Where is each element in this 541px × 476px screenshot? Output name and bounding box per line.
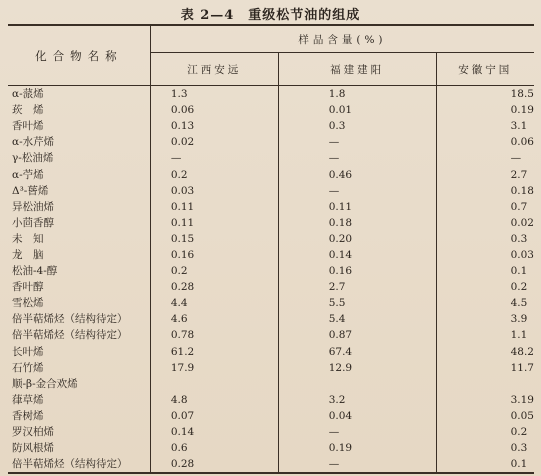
- compound-name: 倍半萜烯烃（结构待定）: [12, 329, 128, 342]
- value-cell: 0.11: [150, 199, 278, 215]
- table-row: [8, 327, 534, 343]
- value-cell: 5.5: [278, 295, 436, 311]
- table-row: [8, 183, 534, 199]
- table-title: 表 2—4 重级松节油的组成: [180, 8, 361, 23]
- compound-name: 小茴香醇: [12, 216, 54, 229]
- value-cell: 4.5: [436, 295, 534, 311]
- value-cell: 0.2: [150, 263, 278, 279]
- value-cell: 0.18: [436, 183, 534, 199]
- value-cell: 0.14: [278, 247, 436, 263]
- value-cell: 0.19: [436, 102, 534, 118]
- value-cell: 0.16: [278, 263, 436, 279]
- value-cell: 0.03: [150, 183, 278, 199]
- compound-name: 倍半萜烯烃（结构待定）: [12, 313, 128, 326]
- table-row: [8, 376, 534, 392]
- table-row: [8, 408, 534, 424]
- value-cell: 0.04: [278, 408, 436, 424]
- table-row: [8, 263, 534, 279]
- value-cell: [150, 376, 278, 392]
- value-cell: 0.20: [278, 231, 436, 247]
- value-cell: 0.3: [436, 231, 534, 247]
- value-cell: 0.78: [150, 327, 278, 343]
- value-cell: 0.05: [436, 408, 534, 424]
- value-cell: 1.8: [278, 86, 436, 103]
- table-row: [8, 456, 534, 473]
- table-row: [8, 344, 534, 360]
- table-row: [8, 360, 534, 376]
- compound-name: γ-松油烯: [12, 152, 54, 165]
- value-cell: —: [278, 456, 436, 473]
- table-row: [8, 150, 534, 166]
- compound-name: α-苧烯: [12, 168, 44, 181]
- value-cell: —: [278, 150, 436, 166]
- table-row: [8, 86, 534, 103]
- value-cell: 0.14: [150, 424, 278, 440]
- compound-name: α-蒎烯: [12, 88, 44, 101]
- value-cell: 0.01: [278, 102, 436, 118]
- compound-name: 松油-4-醇: [12, 265, 58, 278]
- value-cell: 0.2: [436, 279, 534, 295]
- table-row: [8, 440, 534, 456]
- value-cell: —: [278, 424, 436, 440]
- compound-name: 顺-β-金合欢烯: [12, 377, 78, 390]
- compound-name: 罗汉柏烯: [12, 426, 54, 439]
- table-row: [8, 102, 534, 118]
- compound-name: 莰 烯: [12, 104, 44, 117]
- header-fujian-jianyang: 福建建阳: [278, 53, 436, 86]
- value-cell: 3.19: [436, 392, 534, 408]
- compound-name: 长叶烯: [12, 345, 44, 358]
- value-cell: 1.3: [150, 86, 278, 103]
- value-cell: —: [278, 134, 436, 150]
- value-cell: 0.06: [150, 102, 278, 118]
- compound-name: 倍半萜烯烃（结构待定）: [8, 456, 150, 473]
- value-cell: 4.6: [150, 311, 278, 327]
- value-cell: 12.9: [278, 360, 436, 376]
- table-row: [8, 215, 534, 231]
- value-cell: 11.7: [436, 360, 534, 376]
- value-cell: 18.5: [436, 86, 534, 103]
- table-row: [8, 311, 534, 327]
- compound-name: 石竹烯: [12, 361, 44, 374]
- header-sample-content: 样品含量(%): [150, 25, 534, 53]
- table-row: [8, 424, 534, 440]
- header-compound-name: 化合物名称: [8, 25, 150, 86]
- compound-name: 异松油烯: [12, 200, 54, 213]
- table-row: [8, 279, 534, 295]
- value-cell: 0.87: [278, 327, 436, 343]
- value-cell: 2.7: [278, 279, 436, 295]
- value-cell: 17.9: [150, 360, 278, 376]
- compound-name: Δ³-蒈烯: [12, 184, 49, 197]
- value-cell: —: [436, 150, 534, 166]
- value-cell: 0.19: [278, 440, 436, 456]
- table-row: [8, 134, 534, 150]
- compound-name: 香叶醇: [12, 281, 44, 294]
- value-cell: 0.2: [436, 424, 534, 440]
- value-cell: 3.2: [278, 392, 436, 408]
- value-cell: 5.4: [278, 311, 436, 327]
- value-cell: 61.2: [150, 344, 278, 360]
- compound-name: 香叶烯: [12, 120, 44, 133]
- value-cell: [278, 376, 436, 392]
- value-cell: —: [150, 150, 278, 166]
- value-cell: 0.28: [150, 279, 278, 295]
- compound-name: 香树烯: [12, 409, 44, 422]
- value-cell: 67.4: [278, 344, 436, 360]
- value-cell: 1.1: [436, 327, 534, 343]
- value-cell: 0.28: [150, 456, 278, 473]
- value-cell: 0.2: [150, 166, 278, 182]
- value-cell: 48.2: [436, 344, 534, 360]
- value-cell: 0.16: [150, 247, 278, 263]
- table-row: [8, 166, 534, 182]
- value-cell: 0.07: [150, 408, 278, 424]
- value-cell: [436, 376, 534, 392]
- table-row: [8, 231, 534, 247]
- header-jiangxi-anyuan: 江西安远: [150, 53, 278, 86]
- value-cell: 0.7: [436, 199, 534, 215]
- table-row: [8, 199, 534, 215]
- compound-name: 龙 脑: [12, 248, 44, 261]
- value-cell: 0.11: [150, 215, 278, 231]
- compound-name: 防风根烯: [12, 442, 54, 455]
- header-anhui-ningguo: 安徽宁国: [436, 53, 534, 86]
- value-cell: 0.15: [150, 231, 278, 247]
- value-cell: 0.13: [150, 118, 278, 134]
- compound-name: α-水芹烯: [12, 136, 55, 149]
- table-row: [8, 392, 534, 408]
- table-row: [8, 247, 534, 263]
- compound-name: 雪松烯: [12, 297, 44, 310]
- table-row: [8, 118, 534, 134]
- value-cell: 4.4: [150, 295, 278, 311]
- value-cell: —: [278, 183, 436, 199]
- value-cell: 0.46: [278, 166, 436, 182]
- value-cell: 0.1: [436, 263, 534, 279]
- value-cell: 0.06: [436, 134, 534, 150]
- value-cell: 0.02: [436, 215, 534, 231]
- value-cell: 2.7: [436, 166, 534, 182]
- value-cell: 0.03: [436, 247, 534, 263]
- value-cell: 0.02: [150, 134, 278, 150]
- value-cell: 3.9: [436, 311, 534, 327]
- compound-name: 未 知: [12, 232, 44, 245]
- value-cell: 0.11: [278, 199, 436, 215]
- value-cell: 0.3: [278, 118, 436, 134]
- value-cell: 0.1: [436, 456, 534, 473]
- value-cell: 3.1: [436, 118, 534, 134]
- table-row: [8, 295, 534, 311]
- value-cell: 0.3: [436, 440, 534, 456]
- composition-table: [8, 24, 534, 474]
- value-cell: 4.8: [150, 392, 278, 408]
- value-cell: 0.18: [278, 215, 436, 231]
- compound-name: 葎草烯: [12, 393, 44, 406]
- table-body: [8, 86, 534, 474]
- value-cell: 0.6: [150, 440, 278, 456]
